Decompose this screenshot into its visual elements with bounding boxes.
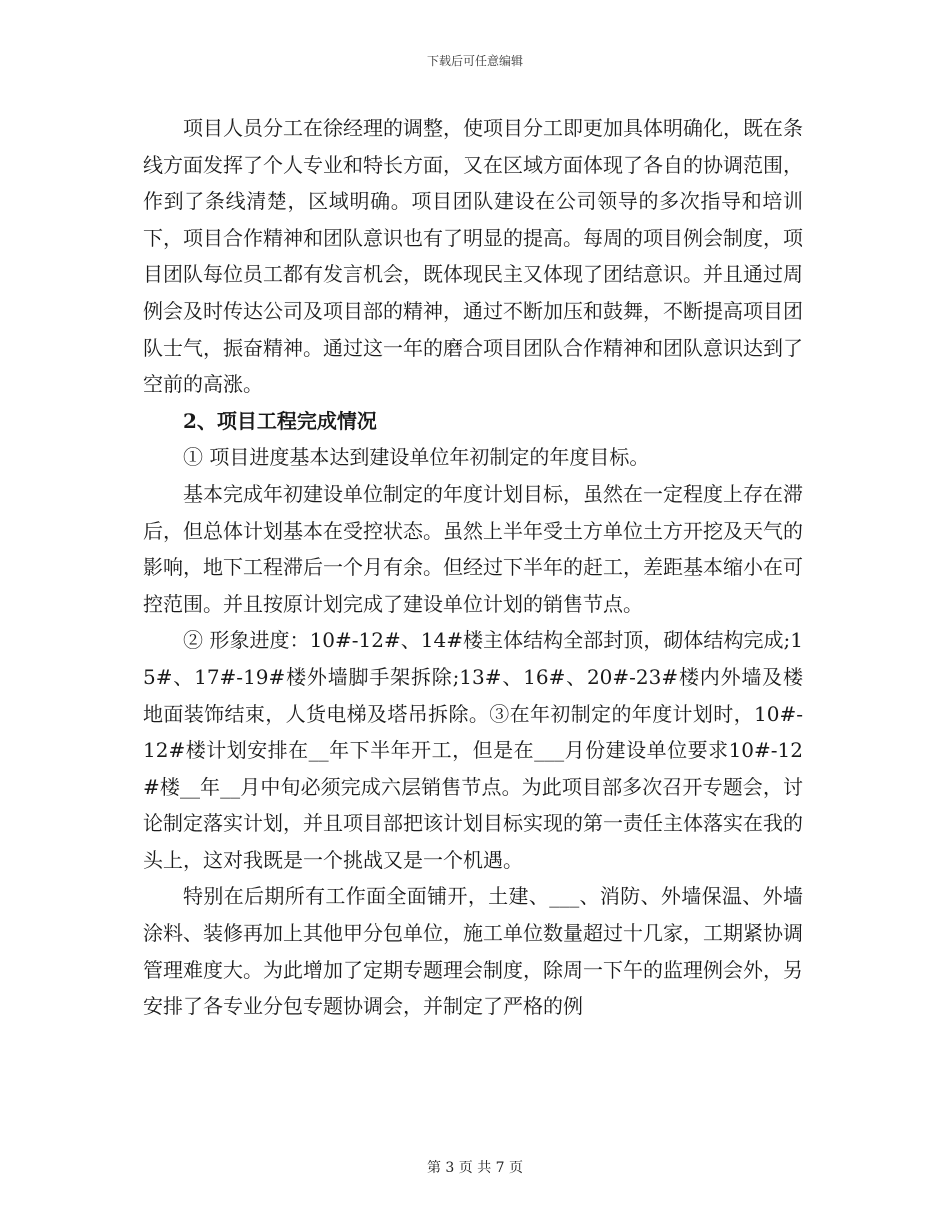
- section-heading: 2、项目工程完成情况: [183, 408, 377, 433]
- page-header: 下载后可任意编辑: [426, 54, 523, 68]
- paragraph-coordination: 特别在后期所有工作面全面铺开，土建、___、消防、外墙保温、外墙涂料、装修再加上其他甲分包单位，施工单位数量超过十几家，工期紧协调管理难度大。为此增加了定期专题理会制度，除周一下午的监理例会外，另安排了各专业分包专题协调会，并制定了严格的例: [143, 884, 803, 1019]
- paragraph-team-organization: 项目人员分工在徐经理的调整，使项目分工即更加具体明确化，既在条线方面发挥了个人专业和特长方面，又在区域方面体现了各自的协调范围，作到了条线清楚，区域明确。项目团队建设在公司领导的多次指导和培训下，项目合作精神和团队意识也有了明显的提高。每周的项目例会制度，项目团队每位员工都有发言机会，既体现民主又体现了团结意识。并且通过周例会及时传达公司及项目部的精神，通过不断加压和鼓舞，不断提高项目团队士气，振奋精神。通过这一年的磨合项目团队合作精神和团队意识达到了空前的高涨。: [143, 116, 803, 397]
- document-body: [143, 110, 803, 1025]
- paragraph-progress-target: ① 项目进度基本达到建设单位年初制定的年度目标。: [183, 445, 650, 470]
- paragraph-annual-plan: 基本完成年初建设单位制定的年度计划目标，虽然在一定程度上存在滞后，但总体计划基本在受控状态。虽然上半年受土方单位土方开挖及天气的影响，地下工程滞后一个月有余。但经过下半年的赶工，差距基本缩小在可控范围。并且按原计划完成了建设单位计划的销售节点。: [143, 481, 803, 616]
- paragraph-image-progress: ② 形象进度：10#-12#、14#楼主体结构全部封顶，砌体结构完成;15#、17#-19#楼外墙脚手架拆除;13#、16#、20#-23#楼内外墙及楼地面装饰结束，人货电梯及塔吊拆除。③在年初制定的年度计划时，10#-12#楼计划安排在__年下半年开工，但是在___月份建设单位要求10#-12#楼__年__月中旬必须完成六层销售节点。为此项目部多次召开专题会，讨论制定落实计划，并且项目部把该计划目标实现的第一责任主体落实在我的头上，这对我既是一个挑战又是一个机遇。: [143, 628, 803, 872]
- page-number: 第 3 页 共 7 页: [426, 1160, 524, 1176]
